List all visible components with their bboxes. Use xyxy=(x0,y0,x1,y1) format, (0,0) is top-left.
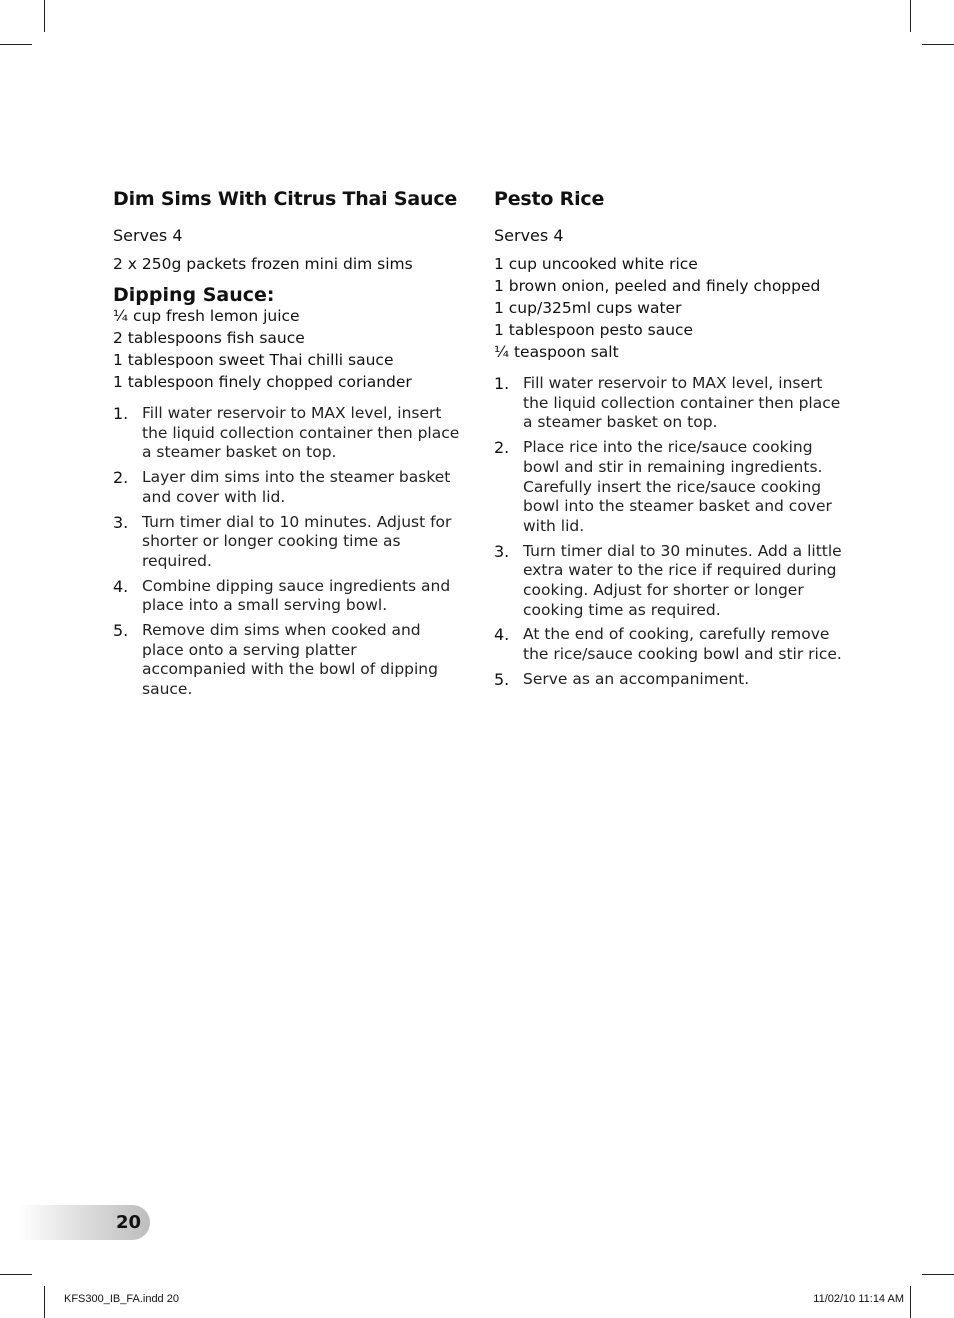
method-steps xyxy=(113,404,463,700)
recipe-title: Pesto Rice xyxy=(494,188,605,210)
page-number: 20 xyxy=(115,1212,141,1233)
sub-heading: Dipping Sauce: xyxy=(113,284,275,306)
step-text: Remove dim sims when cooked and place onto a serving platter accompanied with the bowl of dipping sauce. xyxy=(142,621,438,699)
step-text: Combine dipping sauce ingredients and place into a small serving bowl. xyxy=(142,576,451,615)
step-text: Serve as an accompaniment. xyxy=(523,669,750,688)
step-number: 3. xyxy=(113,512,129,532)
step-number: 1. xyxy=(113,404,129,423)
method-step xyxy=(113,513,463,572)
method-step xyxy=(113,621,463,700)
method-step xyxy=(494,625,844,664)
method-step xyxy=(494,542,844,621)
method-steps xyxy=(494,374,844,690)
ingredient-item: 1 cup/325ml cups water xyxy=(494,299,682,317)
method-step xyxy=(494,670,844,690)
step-number: 5. xyxy=(113,621,129,641)
recipe-dim-sims xyxy=(113,186,463,705)
ingredient-item: 1 brown onion, peeled and finely chopped xyxy=(494,277,821,295)
crop-mark xyxy=(910,1286,911,1318)
step-number: 4. xyxy=(494,625,510,645)
step-number: 3. xyxy=(494,541,510,561)
ingredient-list xyxy=(113,256,463,272)
ingredient-item: ¼ cup fresh lemon juice xyxy=(113,307,300,325)
step-number: 1. xyxy=(494,374,510,393)
crop-mark xyxy=(44,1286,45,1318)
step-text: Layer dim sims into the steamer basket and cover with lid. xyxy=(142,468,451,506)
ingredient-item: 2 x 250g packets frozen mini dim sims xyxy=(113,255,413,273)
step-text: Turn timer dial to 30 minutes. Add a little extra water to the rice if required during cooking. Adjust for shorter or longer cooking time as required. xyxy=(523,541,842,619)
step-text: At the end of cooking, carefully remove the rice/sauce cooking bowl and stir rice. xyxy=(523,625,842,664)
serves-label: Serves 4 xyxy=(494,226,564,245)
method-step xyxy=(113,468,463,507)
crop-mark xyxy=(922,1274,954,1275)
ingredient-item: 1 tablespoon pesto sauce xyxy=(494,321,694,339)
step-text: Turn timer dial to 10 minutes. Adjust for shorter or longer cooking time as required. xyxy=(142,512,452,570)
crop-mark xyxy=(44,0,45,32)
step-number: 4. xyxy=(113,576,129,596)
recipe-title: Dim Sims With Citrus Thai Sauce xyxy=(113,188,458,210)
crop-mark xyxy=(0,44,32,45)
step-text: Fill water reservoir to MAX level, insert the liquid collection container then place a steamer basket on top. xyxy=(523,374,841,432)
crop-mark xyxy=(922,44,954,45)
step-text: Place rice into the rice/sauce cooking bowl and stir in remaining ingredients. Carefully insert the rice/sauce cooking bowl into the steamer basket and cover with lid. xyxy=(523,438,832,535)
ingredient-item: ¼ teaspoon salt xyxy=(494,343,619,361)
recipe-pesto-rice xyxy=(494,186,844,695)
step-number: 5. xyxy=(494,669,510,689)
step-text: Fill water reservoir to MAX level, insert the liquid collection container then place a steamer basket on top. xyxy=(142,404,460,462)
method-step xyxy=(113,404,463,463)
date-slug: 11/02/10 11:14 AM xyxy=(813,1293,904,1305)
ingredient-item: 1 tablespoon sweet Thai chilli sauce xyxy=(113,351,394,369)
serves-label: Serves 4 xyxy=(113,226,183,245)
step-number: 2. xyxy=(113,468,129,488)
page-number-badge xyxy=(18,1205,150,1240)
ingredient-item: 1 tablespoon finely chopped coriander xyxy=(113,373,412,391)
ingredient-item: 1 cup uncooked white rice xyxy=(494,255,698,273)
method-step xyxy=(494,374,844,433)
method-step xyxy=(113,577,463,616)
crop-mark xyxy=(0,1274,32,1275)
sauce-ingredient-list xyxy=(113,308,463,390)
crop-mark xyxy=(910,0,911,32)
ingredient-list xyxy=(494,256,844,360)
ingredient-item: 2 tablespoons fish sauce xyxy=(113,329,305,347)
file-slug: KFS300_IB_FA.indd 20 xyxy=(64,1293,179,1305)
method-step xyxy=(494,438,844,537)
step-number: 2. xyxy=(494,438,510,458)
